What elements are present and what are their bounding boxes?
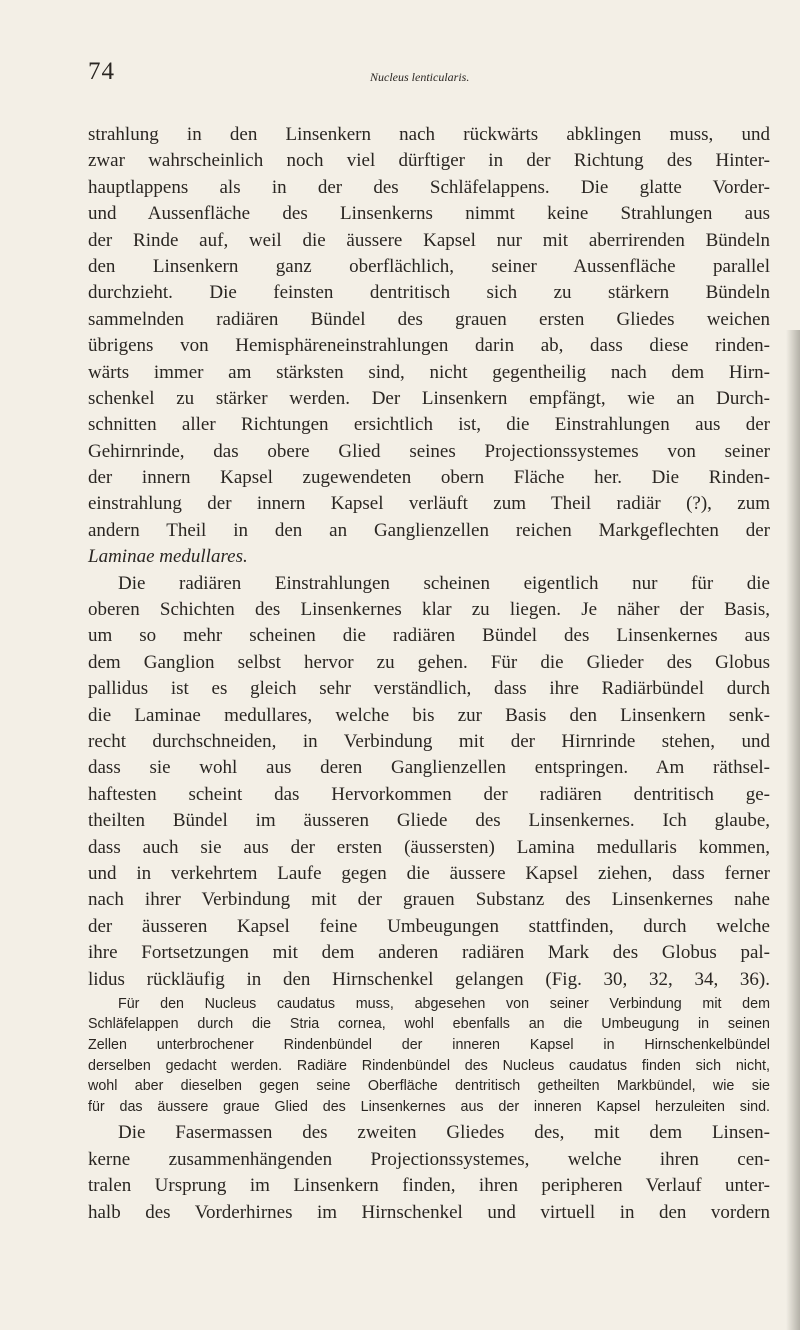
page-edge-shadow: [786, 330, 800, 1330]
text-line: um so mehr scheinen die radiären Bündel des Linsenkernes aus: [88, 625, 770, 647]
text-line: schenkel zu stärker werden. Der Linsenkern empfängt, wie an Durch-: [88, 387, 770, 409]
text-line: zwar wahrscheinlich noch viel dürftiger in der Richtung des Hinter-: [88, 150, 770, 172]
text-line: oberen Schichten des Linsenkernes klar zu liegen. Je näher der Basis,: [88, 599, 770, 621]
text-line: ihre Fortsetzungen mit dem anderen radiären Mark des Globus pal-: [88, 942, 770, 964]
note-line: Für den Nucleus caudatus muss, abgesehen von seiner Verbindung mit dem: [118, 995, 770, 1012]
text-line: hauptlappens als in der des Schläfelappens. Die glatte Vorder-: [88, 176, 770, 198]
note-line: derselben gedacht werden. Radiäre Rindenbündel des Nucleus caudatus finden sich nicht,: [88, 1057, 770, 1074]
text-line: der äusseren Kapsel feine Umbeugungen stattfinden, durch welche: [88, 915, 770, 937]
footnote-paragraph: [88, 994, 770, 1118]
text-line: die Laminae medullares, welche bis zur Basis den Linsenkern senk-: [88, 704, 770, 726]
note-line: Zellen unterbrochener Rindenbündel der inneren Kapsel in Hirnschenkelbündel: [88, 1037, 770, 1054]
text-line: Die Fasermassen des zweiten Gliedes des, mit dem Linsen-: [118, 1122, 770, 1144]
text-line: pallidus ist es gleich sehr verständlich, dass ihre Radiärbündel durch: [88, 678, 770, 700]
text-line: übrigens von Hemisphäreneinstrahlungen darin ab, dass diese rinden-: [88, 335, 770, 357]
text-line: der Rinde auf, weil die äussere Kapsel nur mit aberrirenden Bündeln: [88, 229, 770, 251]
text-line: sammelnden radiären Bündel des grauen ersten Gliedes weichen: [88, 308, 770, 330]
paragraph-2: [88, 571, 770, 993]
text-line: recht durchschneiden, in Verbindung mit der Hirnrinde stehen, und: [88, 730, 770, 752]
text-line: und Aussenfläche des Linsenkerns nimmt keine Strahlungen aus: [88, 203, 770, 225]
text-line: einstrahlung der innern Kapsel verläuft zum Theil radiär (?), zum: [88, 493, 770, 515]
note-line: wohl aber dieselben gegen seine Oberfläche dentritisch getheilten Markbündel, wie sie: [88, 1078, 770, 1095]
text-line: Die radiären Einstrahlungen scheinen eigentlich nur für die: [118, 572, 770, 594]
text-line: lidus rückläufig in den Hirnschenkel gelangen (Fig. 30, 32, 34, 36).: [88, 968, 770, 990]
text-line: Gehirnrinde, das obere Glied seines Projectionssystemes von seiner: [88, 440, 770, 462]
text-line: schnitten aller Richtungen ersichtlich ist, die Einstrahlungen aus der: [88, 414, 770, 436]
text-line: und in verkehrtem Laufe gegen die äussere Kapsel ziehen, dass ferner: [88, 862, 770, 884]
text-line: kerne zusammenhängenden Projectionssystemes, welche ihren cen-: [88, 1148, 770, 1170]
text-line: theilten Bündel im äusseren Gliede des Linsenkernes. Ich glaube,: [88, 810, 770, 832]
text-line: nach ihrer Verbindung mit der grauen Substanz des Linsenkernes nahe: [88, 889, 770, 911]
text-line: strahlung in den Linsenkern nach rückwärts abklingen muss, und: [88, 124, 770, 145]
text-line: der innern Kapsel zugewendeten obern Fläche her. Die Rinden-: [88, 467, 770, 489]
text-line: dass sie wohl aus deren Ganglienzellen entspringen. Am räthsel-: [88, 757, 770, 779]
text-line: dass auch sie aus der ersten (äussersten) Lamina medullaris kommen,: [88, 836, 770, 858]
main-text: [88, 122, 770, 1226]
text-line: haftesten scheint das Hervorkommen der radiären dentritisch ge-: [88, 783, 770, 805]
note-line: für das äussere graue Glied des Linsenkernes aus der inneren Kapsel herzuleiten sind.: [88, 1098, 770, 1115]
text-line: Laminae medullares.: [88, 546, 248, 568]
paragraph-3: [88, 1120, 770, 1226]
paragraph-1: [88, 122, 770, 571]
note-line: Schläfelappen durch die Stria cornea, wohl ebenfalls an die Umbeugung in seinen: [88, 1016, 770, 1033]
text-line: tralen Ursprung im Linsenkern finden, ihren peripheren Verlauf unter-: [88, 1175, 770, 1197]
text-line: dem Ganglion selbst hervor zu gehen. Für die Glieder des Globus: [88, 651, 770, 673]
text-line: andern Theil in den an Ganglienzellen reichen Markgeflechten der: [88, 519, 770, 541]
text-line: wärts immer am stärksten sind, nicht gegentheilig nach dem Hirn-: [88, 361, 770, 383]
page-number: 74: [88, 58, 115, 85]
text-line: halb des Vorderhirnes im Hirnschenkel und virtuell in den vordern: [88, 1201, 770, 1223]
running-title: Nucleus lenticularis.: [370, 70, 470, 84]
text-line: den Linsenkern ganz oberflächlich, seiner Aussenfläche parallel: [88, 255, 770, 277]
text-line: durchzieht. Die feinsten dentritisch sich zu stärkern Bündeln: [88, 282, 770, 304]
